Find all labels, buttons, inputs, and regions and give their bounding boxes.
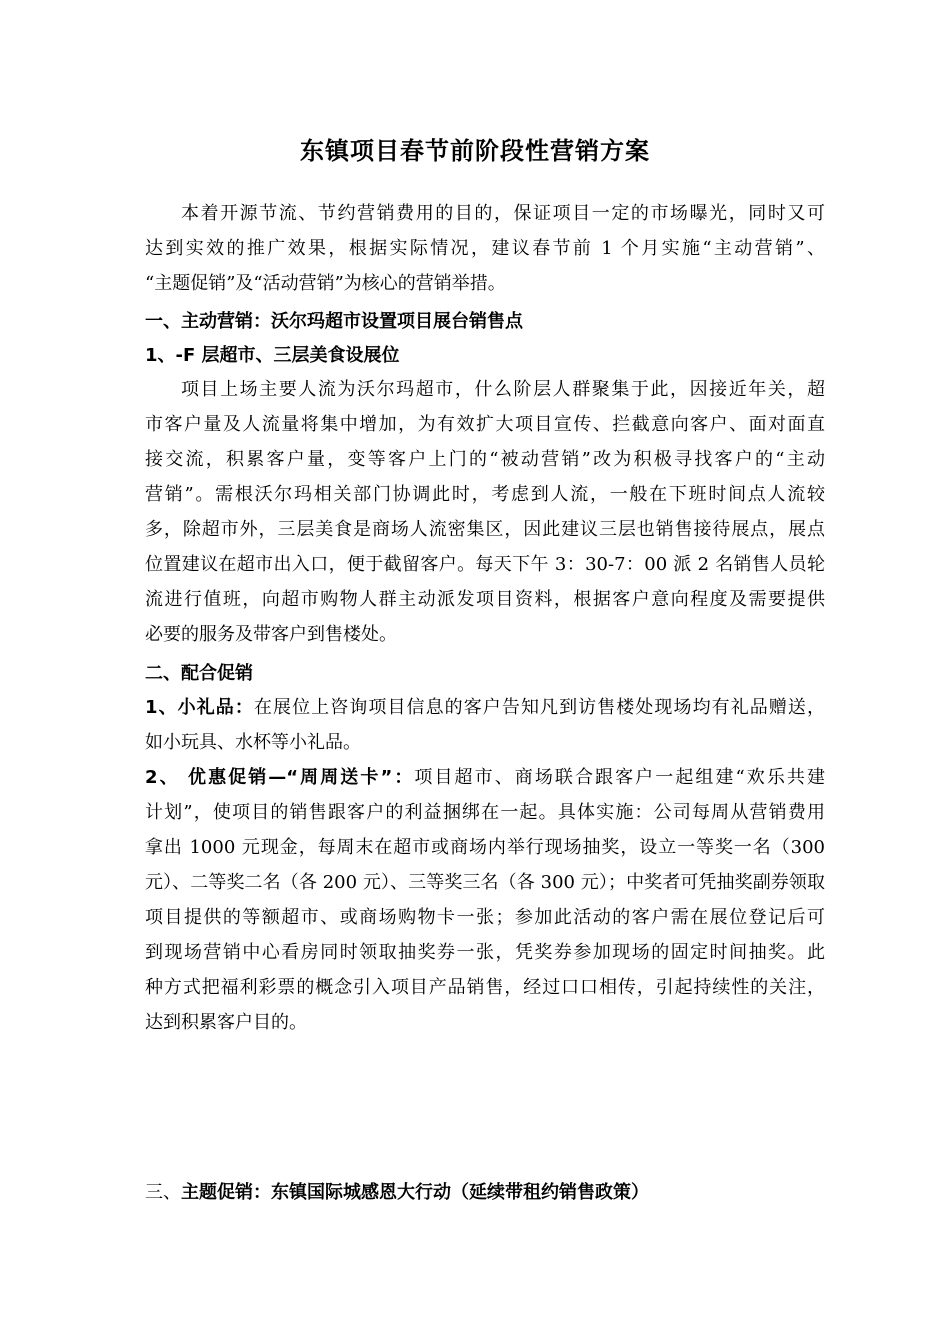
section2-item2-line — [145, 766, 825, 790]
section2-body-line: 计划”，使项目的销售跟客户的利益捆绑在一起。具体实施：公司每周从营销费用 — [145, 802, 825, 823]
section3-prefix: 三、 — [145, 1182, 181, 1203]
section2-item1-line: 如小玩具、水杯等小礼品。 — [145, 732, 361, 753]
section1-body-line: 市客户量及人流量将集中增加，为有效扩大项目宣传、拦截意向客户、面对面直 — [145, 414, 825, 435]
section2-heading: 二、配合促销 — [145, 663, 253, 684]
section1-body-line: 流进行值班，向超市购物人群主动派发项目资料，根据客户意向程度及需要提供 — [145, 589, 825, 610]
section2-item2-label: 2、 优惠促销—“周周送卡”： — [145, 767, 415, 788]
section1-body-line: 项目上场主要人流为沃尔玛超市，什么阶层人群聚集于此，因接近年关，超 — [181, 379, 825, 400]
section1-body-line: 位置建议在超市出入口，便于截留客户。每天下午 3：30-7：00 派 2 名销售人员轮 — [145, 554, 825, 575]
section2-body-line: 项目提供的等额超市、或商场购物卡一张；参加此活动的客户需在展位登记后可 — [145, 907, 825, 928]
intro-line: “主题促销”及“活动营销”为核心的营销举措。 — [145, 273, 506, 294]
section1-body-line: 多，除超市外，三层美食是商场人流密集区，因此建议三层也销售接待展点，展点 — [145, 519, 825, 540]
section2-item1-text: 在展位上咨询项目信息的客户告知凡到访售楼处现场均有礼品赠送， — [253, 697, 825, 718]
section2-item1-label: 1、小礼品： — [145, 697, 254, 718]
section2-body-line: 拿出 1000 元现金，每周末在超市或商场内举行现场抽奖，设立一等奖一名（300 — [145, 837, 825, 858]
section1-body-line: 接交流，积累客户量，变等客户上门的“被动营销”改为积极寻找客户的“主动 — [145, 449, 825, 470]
intro-line: 本着开源节流、节约营销费用的目的，保证项目一定的市场曝光，同时又可 — [181, 203, 825, 224]
section1-heading: 一、主动营销：沃尔玛超市设置项目展台销售点 — [145, 311, 523, 332]
section3-heading — [145, 1181, 825, 1205]
section1-body-line: 营销”。需根沃尔玛相关部门协调此时，考虑到人流，一般在下班时间点人流较 — [145, 484, 825, 505]
section2-body-line: 元）、二等奖二名（各 200 元）、三等奖三名（各 300 元）；中奖者可凭抽奖副券领取 — [145, 872, 825, 893]
section2-body-line: 种方式把福利彩票的概念引入项目产品销售，经过口口相传，引起持续性的关注， — [145, 977, 825, 998]
intro-line: 达到实效的推广效果，根据实际情况，建议春节前 1 个月实施“主动营销”、 — [145, 238, 825, 259]
document-title: 东镇项目春节前阶段性营销方案 — [300, 137, 650, 165]
section1-body-line: 必要的服务及带客户到售楼处。 — [145, 624, 397, 645]
section2-item2-text: 项目超市、商场联合跟客户一起组建“欢乐共建 — [414, 767, 825, 788]
section1-sub1-heading: 1、-F 层超市、三层美食设展位 — [145, 345, 400, 366]
section3-heading-text: 主题促销：东镇国际城感恩大行动（延续带租约销售政策） — [181, 1182, 649, 1203]
section2-body-line: 到现场营销中心看房同时领取抽奖券一张，凭奖券参加现场的固定时间抽奖。此 — [145, 942, 825, 963]
section2-body-line: 达到积累客户目的。 — [145, 1012, 307, 1033]
section2-item1-line — [145, 696, 825, 720]
